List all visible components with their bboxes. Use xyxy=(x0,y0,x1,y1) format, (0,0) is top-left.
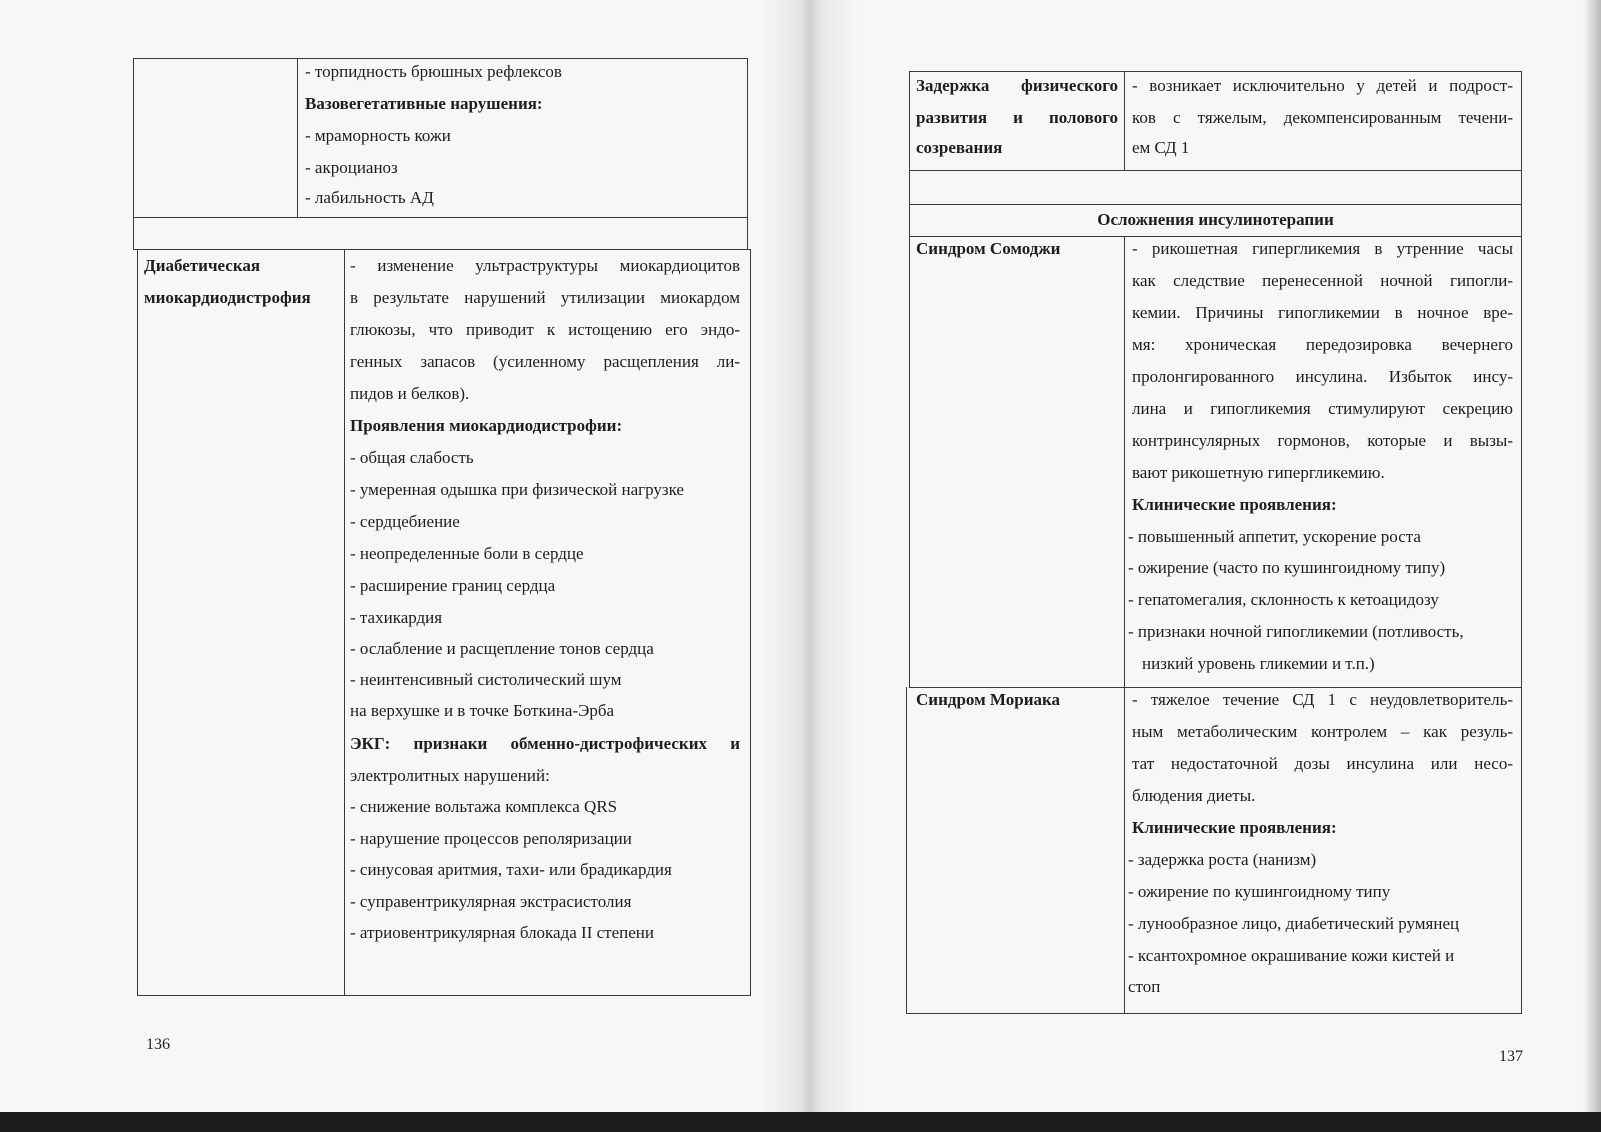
text-line: - атриовентрикулярная блокада II степени xyxy=(350,923,654,942)
spacer-row xyxy=(909,170,1522,205)
text-line: ков с тяжелым, декомпенсированным течени- xyxy=(1132,108,1513,127)
row-content-cell xyxy=(1124,236,1522,688)
text-line: - расширение границ сердца xyxy=(350,576,556,595)
text-line: - суправентрикулярная экстрасистолия xyxy=(350,892,632,911)
text-line: - ослабление и расщепление тонов сердца xyxy=(350,639,654,658)
row-content-cell xyxy=(1124,71,1522,171)
text-line: Клинические проявления: xyxy=(1132,818,1337,837)
text-line: мя: хроническая передозировка вечернего xyxy=(1132,335,1513,354)
text-line: - нарушение процессов реполяризации xyxy=(350,829,632,848)
row-title: Синдром Мориака xyxy=(916,690,1061,709)
row-content-cell xyxy=(1124,687,1522,1014)
text-line: - снижение вольтажа комплекса QRS xyxy=(350,797,618,816)
text-line: - умеренная одышка при физической нагрузке xyxy=(350,480,684,499)
text-line: - возникает исключительно у детей и подрост- xyxy=(1132,76,1513,95)
row-title: миокардиодистрофия xyxy=(144,288,311,307)
text-line: - ожирение (часто по кушингоидному типу) xyxy=(1128,558,1446,577)
text-line: ным метаболическим контролем – как резуль- xyxy=(1132,722,1513,741)
row-title: созревания xyxy=(916,138,1003,157)
text-line: Клинические проявления: xyxy=(1132,495,1337,514)
row-title: Диабетическая xyxy=(144,256,261,275)
page-number: 136 xyxy=(146,1036,170,1053)
text-line: - ожирение по кушингоидному типу xyxy=(1128,882,1391,901)
text-line: - изменение ультраструктуры миокардиоцитов xyxy=(350,256,740,275)
text-line: глюкозы, что приводит к истощению его эндо- xyxy=(350,320,740,339)
continuation-content-cell xyxy=(297,58,748,218)
text-line: - гепатомегалия, склонность к кетоацидозу xyxy=(1128,590,1439,609)
text-line: лина и гипогликемия стимулируют секрецию xyxy=(1132,399,1513,418)
row-title-cell xyxy=(909,236,1125,688)
text-line: - мраморность кожи xyxy=(305,126,451,145)
text-line: - неопределенные боли в сердце xyxy=(350,544,584,563)
text-line: ЭКГ: признаки обменно-дистрофических и xyxy=(350,734,740,753)
text-line: - сердцебиение xyxy=(350,512,460,531)
text-line: Проявления миокардиодистрофии: xyxy=(350,416,623,435)
text-line: - рикошетная гипергликемия в утренние часы xyxy=(1132,239,1513,258)
book-gutter-shadow xyxy=(760,0,860,1112)
text-line: - признаки ночной гипогликемии (потливость, xyxy=(1128,622,1464,641)
text-line: Вазовегетативные нарушения: xyxy=(305,94,543,113)
row-title-cell xyxy=(906,687,1125,1014)
text-line: вают рикошетную гипергликемию. xyxy=(1132,463,1385,482)
row-title: Задержка физического xyxy=(916,76,1118,95)
text-line: в результате нарушений утилизации миокардом xyxy=(350,288,740,307)
text-line: стоп xyxy=(1128,977,1161,996)
text-line: - лабильность АД xyxy=(305,188,434,207)
text-line: пидов и белков). xyxy=(350,384,470,403)
row-title: развития и полового xyxy=(916,108,1118,127)
text-line: - ксантохромное окрашивание кожи кистей и xyxy=(1128,946,1455,965)
text-line: - акроцианоз xyxy=(305,158,398,177)
text-line: контринсулярных гормонов, которые и вызы- xyxy=(1132,431,1513,450)
row-title-cell xyxy=(137,249,345,996)
text-line: тат недостаточной дозы инсулина или несо- xyxy=(1132,754,1513,773)
text-line: ем СД 1 xyxy=(1132,138,1190,157)
text-line: - тяжелое течение СД 1 с неудовлетворитель- xyxy=(1132,690,1513,709)
row-title-cell xyxy=(909,71,1125,171)
text-line: блюдения диеты. xyxy=(1132,786,1256,805)
text-line: - повышенный аппетит, ускорение роста xyxy=(1128,527,1421,546)
text-line: - тахикардия xyxy=(350,608,443,627)
text-line: - синусовая аритмия, тахи- или брадикардия xyxy=(350,860,672,879)
continuation-title-cell xyxy=(133,58,298,218)
text-line: - неинтенсивный систолический шум xyxy=(350,670,622,689)
text-line: - торпидность брюшных рефлексов xyxy=(305,62,562,81)
section-header xyxy=(909,204,1522,237)
text-line: пролонгированного инсулина. Избыток инсу- xyxy=(1132,367,1513,386)
text-line: электролитных нарушений: xyxy=(350,766,550,785)
row-content-cell xyxy=(344,249,751,996)
text-line: кемии. Причины гипогликемии в ночное вре- xyxy=(1132,303,1513,322)
text-line: генных запасов (усиленному расщепления ли- xyxy=(350,352,740,371)
text-line: на верхушке и в точке Боткина-Эрба xyxy=(350,701,615,720)
text-line: - лунообразное лицо, диабетический румянец xyxy=(1128,914,1460,933)
text-line: - общая слабость xyxy=(350,448,474,467)
section-header-title: Осложнения инсулинотерапии xyxy=(1097,210,1334,229)
row-title: Синдром Сомоджи xyxy=(916,239,1061,258)
text-line: - задержка роста (нанизм) xyxy=(1128,850,1317,869)
text-line: как следствие перенесенной ночной гипогли- xyxy=(1132,271,1513,290)
spacer-row xyxy=(133,217,748,250)
text-line: низкий уровень гликемии и т.п.) xyxy=(1142,654,1375,673)
page-number: 137 xyxy=(1499,1048,1523,1065)
page-edge-shadow xyxy=(1583,0,1601,1112)
